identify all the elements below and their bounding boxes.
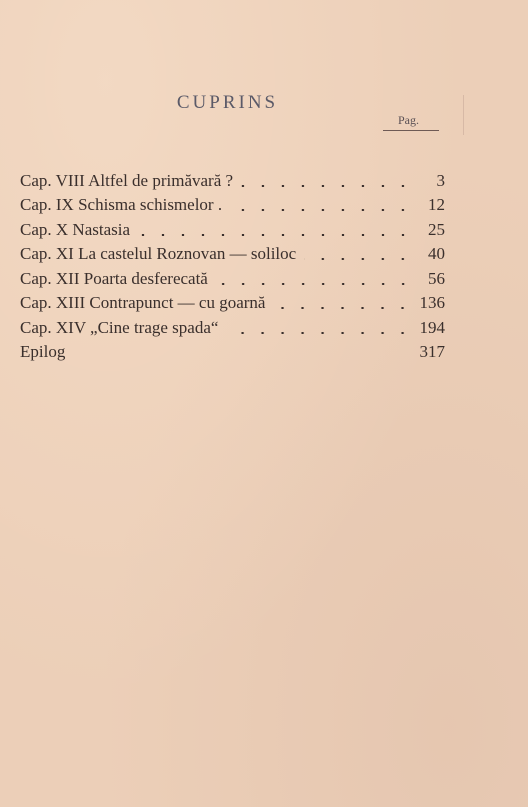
toc-entry-title: Cap. XII Poarta desferecată [20,268,208,288]
toc-entry [20,338,445,363]
toc-entry [20,264,445,289]
toc-entry [20,313,445,338]
toc-entry-title: Cap. IX Schisma schismelor . [20,195,223,214]
toc-entry [20,215,445,240]
page-title: CUPRINS [176,92,279,113]
toc-entry-title: Epilog [20,342,66,361]
toc-leader-dots [241,185,413,187]
toc-leader-dots [230,209,413,211]
page-column-rule [383,130,439,131]
toc-entry-title: Cap. VIII Altfel de primăvară ? [20,170,234,190]
toc-entry-title: Cap. X Nastasia [20,219,131,239]
toc-entry-page: 12 [428,195,445,214]
paper-crease [463,95,464,135]
toc-entry-page: 3 [436,170,445,190]
toc-leader-dots [216,283,413,285]
toc-entry-page: 317 [419,342,445,361]
toc-entry-page: 40 [428,244,445,263]
toc-entry [20,289,445,314]
toc-entry-page: 136 [419,293,445,312]
toc-entry-page: 194 [419,317,445,337]
toc-entry-page: 56 [428,268,445,288]
toc-leader-spacer [73,356,413,358]
toc-entry [20,191,445,216]
toc-leader-dots [138,234,413,236]
toc-entry [20,240,445,265]
toc-entry-title: Cap. XIV „Cine trage spada“ [20,317,219,337]
toc-entry-title: Cap. XIII Contrapunct — cu goarnă [20,293,266,312]
toc-leader-dots [273,307,413,309]
toc-entry-title: Cap. XI La castelul Roznovan — soliloc [20,244,297,263]
toc-entry [20,166,445,191]
toc-leader-dots [304,258,413,260]
page-column-label: Pag. [398,113,419,127]
table-of-contents [20,166,445,362]
toc-entry-page: 25 [428,219,445,239]
toc-leader-dots [226,332,413,334]
